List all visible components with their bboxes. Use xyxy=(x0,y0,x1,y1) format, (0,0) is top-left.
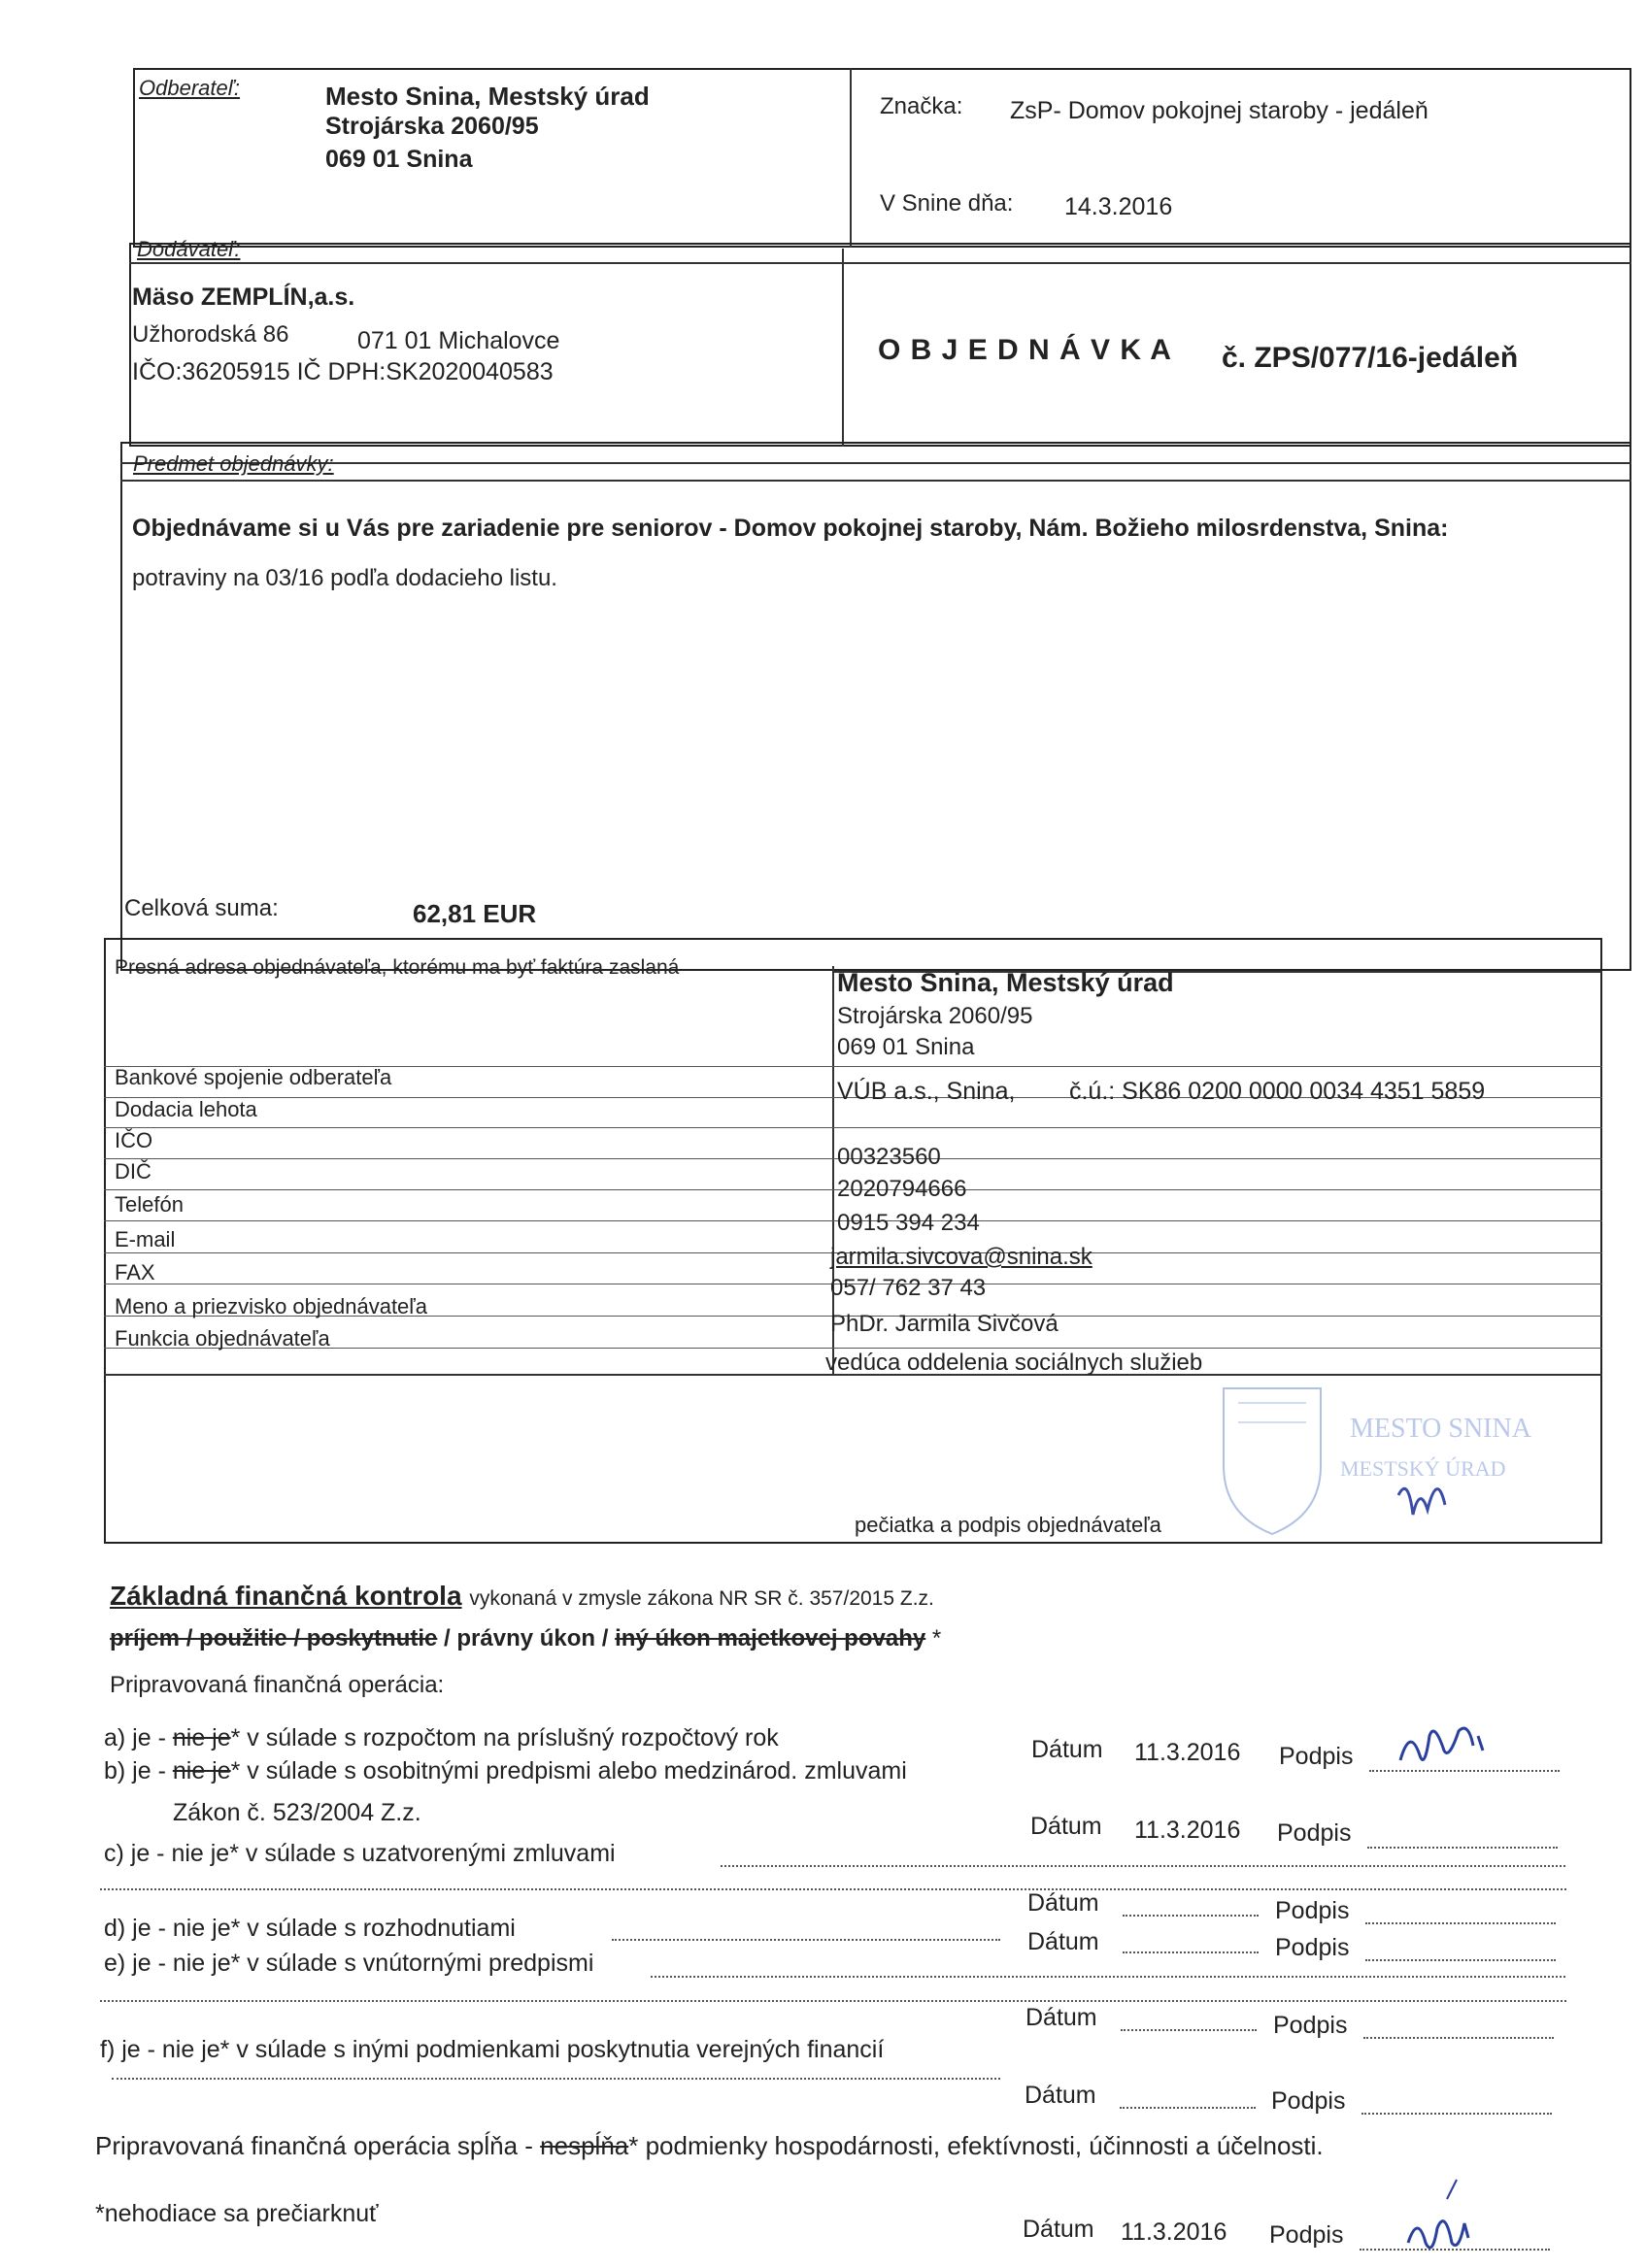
item-b-struck: nie je xyxy=(172,1757,231,1784)
official-stamp-icon xyxy=(1204,1369,1554,1563)
total-label: Celková suma: xyxy=(124,895,279,921)
reference-value: ZsP- Domov pokojnej staroby - jedáleň xyxy=(1010,97,1429,124)
detail-label: Bankové spojenie odberateľa xyxy=(115,1065,392,1089)
detail-label: DIČ xyxy=(115,1159,151,1184)
date-line-d xyxy=(1123,1951,1259,1953)
sign-label-c: Podpis xyxy=(1275,1897,1350,1924)
date-value-a: 11.3.2016 xyxy=(1134,1739,1241,1766)
sign-label-d: Podpis xyxy=(1275,1934,1350,1961)
sign-label-final: Podpis xyxy=(1269,2221,1344,2249)
detail-label: FAX xyxy=(115,1260,155,1284)
svg-text:MESTSKÝ ÚRAD: MESTSKÝ ÚRAD xyxy=(1340,1456,1506,1481)
item-b-law: Zákon č. 523/2004 Z.z. xyxy=(173,1799,421,1826)
final-prefix: Pripravovaná finančná operácia spĺňa - xyxy=(95,2131,541,2160)
detail-label: Telefón xyxy=(115,1192,184,1217)
date-line-e xyxy=(1121,2029,1257,2031)
detail-row-line xyxy=(104,1127,1602,1128)
item-d: d) je - nie je* v súlade s rozhodnutiami xyxy=(104,1915,516,1942)
footnote: *nehodiace sa prečiarknuť xyxy=(95,2200,379,2227)
date-label-d: Dátum xyxy=(1027,1928,1099,1955)
customer-city: 069 01 Snina xyxy=(325,146,473,173)
svg-text:MESTO SNINA: MESTO SNINA xyxy=(1350,1414,1531,1444)
detail-label: IČO xyxy=(115,1128,153,1152)
sign-label-b: Podpis xyxy=(1277,1819,1352,1847)
control-type-star: * xyxy=(925,1625,942,1651)
date-label: V Snine dňa: xyxy=(880,190,1014,217)
supplier-ids: IČO:36205915 IČ DPH:SK2020040583 xyxy=(132,358,554,385)
signature-final-icon xyxy=(1398,2175,1496,2262)
stamp-label: pečiatka a podpis objednávateľa xyxy=(855,1513,1161,1537)
detail-value: VÚB a.s., Snina, č.ú.: SK86 0200 0000 0034 4351 5859 xyxy=(837,1078,1486,1105)
address-street: Strojárska 2060/95 xyxy=(837,1003,1033,1029)
final-statement xyxy=(95,2131,1324,2161)
control-type-sep: / xyxy=(437,1625,457,1651)
item-e: e) je - nie je* v súlade s vnútornými predpismi xyxy=(104,1950,594,1977)
total-value: 62,81 EUR xyxy=(413,899,537,928)
address-city: 069 01 Snina xyxy=(837,1034,975,1060)
supplier-name: Mäso ZEMPLÍN,a.s. xyxy=(132,284,355,311)
control-title-suffix: vykonaná v zmysle zákona NR SR č. 357/2015 Z.z. xyxy=(469,1587,934,1610)
supplier-top-line xyxy=(129,262,1631,264)
date-value: 14.3.2016 xyxy=(1064,193,1173,220)
date-label-final: Dátum xyxy=(1023,2216,1094,2243)
detail-value: vedúca oddelenia sociálnych služieb xyxy=(825,1350,1203,1376)
customer-street: Strojárska 2060/95 xyxy=(325,113,539,140)
address-label: Presná adresa objednávateľa, ktorému ma byť faktúra zaslaná xyxy=(115,956,680,979)
control-type-active: právny úkon xyxy=(456,1625,596,1651)
subject-top-line xyxy=(120,462,1631,464)
item-a-struck: nie je xyxy=(172,1724,231,1751)
supplier-divider xyxy=(842,249,844,447)
detail-email: jarmila.sivcova@snina.sk xyxy=(830,1244,1092,1270)
item-a xyxy=(104,1724,779,1752)
detail-label: Meno a priezvisko objednávateľa xyxy=(115,1294,427,1318)
sign-label-e: Podpis xyxy=(1273,2012,1348,2039)
subject-label: Predmet objednávky: xyxy=(133,451,334,476)
control-type xyxy=(110,1625,941,1652)
customer-name: Mesto Snina, Mestský úrad xyxy=(325,82,650,111)
detail-value: 2020794666 xyxy=(837,1176,967,1202)
detail-label: E-mail xyxy=(115,1227,176,1251)
detail-value: 00323560 xyxy=(837,1144,941,1170)
subject-line-1: Objednávame si u Vás pre zariadenie pre seniorov - Domov pokojnej staroby, Nám. Božieho milosrdenstva, Snina: xyxy=(132,515,1449,542)
item-a-prefix: a) je - xyxy=(104,1724,173,1751)
item-f: f) je - nie je* v súlade s inými podmienkami poskytnutia verejných financií xyxy=(100,2036,885,2063)
address-name: Mesto Snina, Mestský úrad xyxy=(837,968,1174,997)
date-label-a: Dátum xyxy=(1031,1736,1103,1763)
control-type-sep: / xyxy=(595,1625,616,1651)
detail-label: Dodacia lehota xyxy=(115,1097,257,1121)
detail-value: 0915 394 234 xyxy=(837,1210,980,1236)
sign-line-b xyxy=(1367,1847,1558,1849)
item-b-text: * v súlade s osobitnými predpismi alebo medzinárod. zmluvami xyxy=(230,1757,907,1784)
subject-line-2: potraviny na 03/16 podľa dodacieho listu. xyxy=(132,565,557,591)
sign-line-d xyxy=(1365,1959,1556,1961)
sign-label-f: Podpis xyxy=(1271,2087,1346,2115)
order-title: O B J E D N Á V K A xyxy=(878,334,1172,366)
header-divider xyxy=(850,68,852,248)
item-d-line xyxy=(612,1939,1000,1941)
date-line-c xyxy=(1123,1915,1259,1917)
supplier-label: Dodávateľ: xyxy=(137,237,241,261)
order-number: č. ZPS/077/16-jedáleň xyxy=(1222,342,1519,374)
date-label-f: Dátum xyxy=(1025,2082,1096,2109)
date-label-b: Dátum xyxy=(1030,1813,1102,1840)
date-label-e: Dátum xyxy=(1025,2004,1097,2031)
item-b xyxy=(104,1757,907,1785)
date-label-c: Dátum xyxy=(1027,1889,1099,1917)
item-c: c) je - nie je* v súlade s uzatvorenými zmluvami xyxy=(104,1840,616,1867)
final-struck: nespĺňa xyxy=(540,2131,629,2160)
control-type-struck: príjem / použitie / poskytnutie xyxy=(110,1625,438,1651)
control-type-struck: iný úkon majetkovej povahy xyxy=(615,1625,926,1651)
signature-a-icon xyxy=(1391,1717,1497,1775)
item-c-line xyxy=(721,1865,1565,1867)
detail-value: PhDr. Jarmila Sivčová xyxy=(830,1311,1059,1337)
subject-second-line xyxy=(120,480,1631,482)
operation-label: Pripravovaná finančná operácia: xyxy=(110,1672,445,1698)
reference-label: Značka: xyxy=(880,93,963,119)
date-line-f xyxy=(1120,2107,1256,2109)
sign-line-e xyxy=(1363,2037,1554,2039)
control-title xyxy=(110,1581,934,1612)
detail-value: 057/ 762 37 43 xyxy=(830,1275,987,1301)
item-a-text: * v súlade s rozpočtom na príslušný rozpočtový rok xyxy=(230,1724,779,1751)
control-title-text: Základná finančná kontrola xyxy=(110,1581,462,1611)
item-b-prefix: b) je - xyxy=(104,1757,173,1784)
date-value-final: 11.3.2016 xyxy=(1121,2218,1227,2246)
detail-label: Funkcia objednávateľa xyxy=(115,1326,330,1351)
item-c-line-2 xyxy=(100,1888,1566,1890)
sign-label-a: Podpis xyxy=(1279,1743,1354,1770)
supplier-street: Užhorodská 86 xyxy=(132,321,289,348)
item-e-line xyxy=(651,1976,1565,1978)
date-value-b: 11.3.2016 xyxy=(1134,1817,1241,1844)
supplier-city: 071 01 Michalovce xyxy=(357,327,560,354)
sign-line-f xyxy=(1361,2113,1552,2115)
customer-label: Odberateľ: xyxy=(139,76,241,100)
item-e-line-2 xyxy=(100,2000,1566,2002)
final-suffix: * podmienky hospodárnosti, efektívnosti, účinnosti a účelnosti. xyxy=(628,2131,1324,2160)
sign-line-c xyxy=(1365,1922,1556,1924)
item-f-line xyxy=(112,2078,1000,2080)
